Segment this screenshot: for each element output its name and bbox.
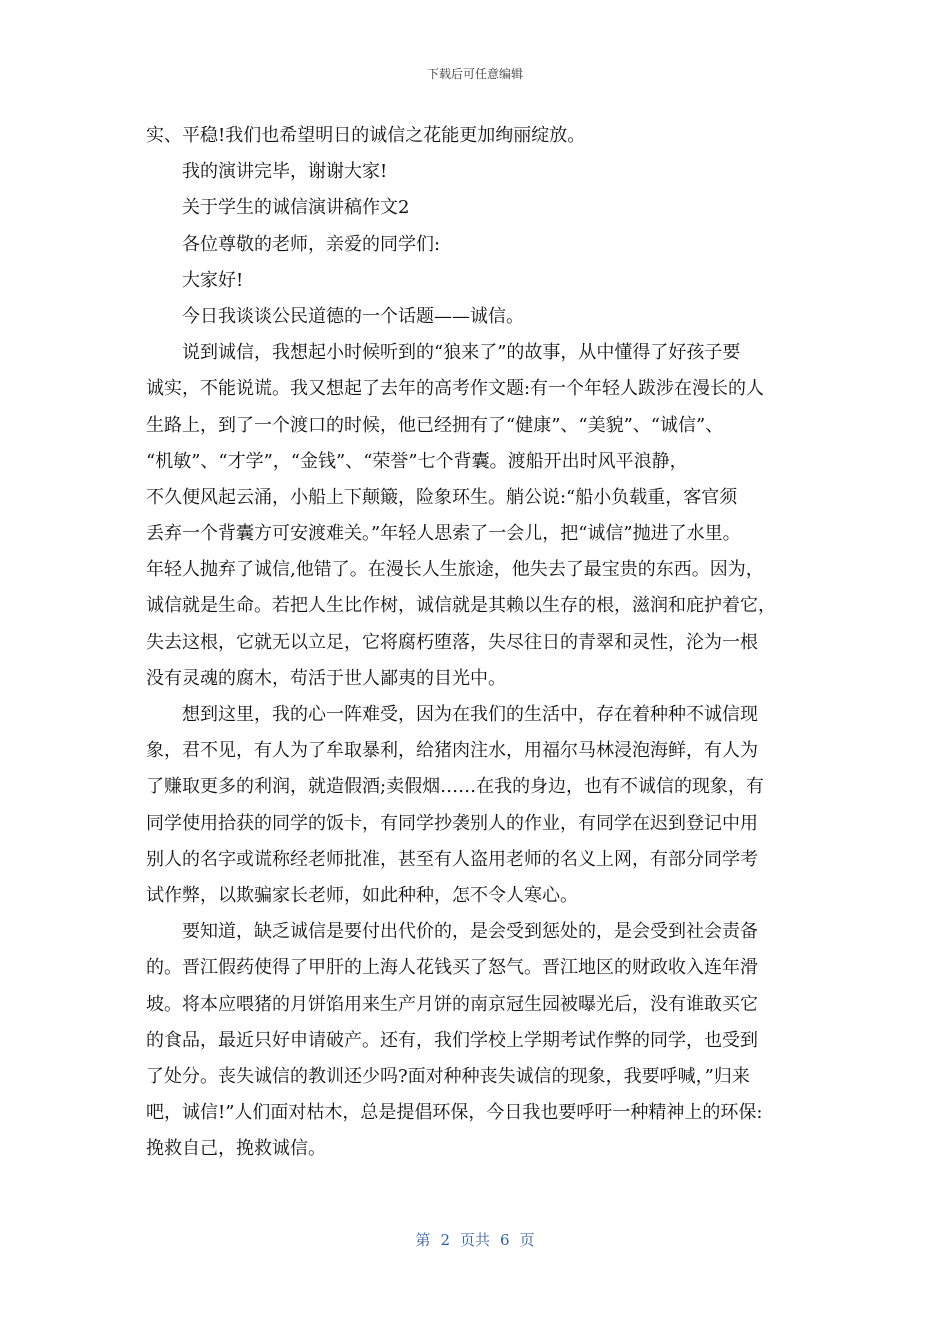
footer-page-number: 2 [440, 1231, 450, 1249]
footer-total-pages: 6 [500, 1231, 510, 1249]
text-line: 不久便风起云涌，小船上下颠簸，险象环生。艄公说:“船小负载重，客官须 [146, 486, 738, 508]
header-text: 下载后可任意编辑 [426, 67, 523, 81]
text-line: 坡。将本应喂猪的月饼馅用来生产月饼的南京冠生园被曝光后，没有谁敢买它 [146, 993, 758, 1015]
page-header [0, 66, 950, 82]
text-line: 了处分。丧失诚信的教训还少吗?面对种种丧失诚信的现象，我要呼喊，”归来 [146, 1065, 750, 1087]
text-line: 我的演讲完毕，谢谢大家! [182, 161, 388, 183]
text-line: 的。晋江假药使得了甲肝的上海人花钱买了怒气。晋江地区的财政收入连年滑 [146, 957, 758, 979]
text-line: 想到这里，我的心一阵难受，因为在我们的生活中，存在着种种不诚信现 [182, 704, 758, 725]
text-line: 要知道，缺乏诚信是要付出代价的，是会受到惩处的，是会受到社会责备 [182, 921, 758, 943]
text-line: 关于学生的诚信演讲稿作文2 [182, 197, 410, 219]
text-line: 丢弃一个背囊方可安渡难关。”年轻人思索了一会儿，把“诚信”抛进了水里。 [146, 523, 741, 545]
text-line: 诚实，不能说谎。我又想起了去年的高考作文题:有一个年轻人跋涉在漫长的人 [146, 378, 765, 400]
footer-prefix: 第 [415, 1231, 431, 1249]
text-line: 实、平稳!我们也希望明日的诚信之花能更加绚丽绽放。 [146, 125, 586, 146]
footer-middle: 页共 [459, 1231, 490, 1249]
text-line: 今日我谈谈公民道德的一个话题——诚信。 [182, 305, 524, 327]
text-line: 没有灵魂的腐木，苟活于世人鄙夷的目光中。 [146, 667, 506, 689]
text-line: “机敏”、“才学”，“金钱”、“荣誉”七个背囊。渡船开出时风平浪静， [146, 450, 688, 472]
text-line: 各位尊敬的老师，亲爱的同学们: [182, 233, 441, 255]
text-line: 吧，诚信!”人们面对枯木，总是提倡环保，今日我也要呼吁一种精神上的环保: [146, 1102, 763, 1124]
text-line: 别人的名字或谎称经老师批准，甚至有人盗用老师的名义上网，有部分同学考 [146, 848, 758, 870]
text-line: 大家好! [182, 269, 244, 291]
footer-suffix: 页 [519, 1231, 535, 1249]
text-line: 说到诚信，我想起小时候听到的“狼来了”的故事，从中懂得了好孩子要 [182, 342, 741, 364]
paragraph-lines [146, 118, 814, 1167]
text-line: 了赚取更多的利润，就造假酒;卖假烟……在我的身边，也有不诚信的现象，有 [146, 776, 765, 798]
page-footer [0, 1230, 950, 1250]
text-line: 失去这根，它就无以立足，它将腐朽堕落，失尽往日的青翠和灵性，沦为一根 [146, 631, 758, 653]
text-line: 诚信就是生命。若把人生比作树，诚信就是其赖以生存的根，滋润和庇护着它， [146, 595, 776, 617]
text-line: 的食品，最近只好申请破产。还有，我们学校上学期考试作弊的同学，也受到 [146, 1029, 758, 1051]
text-line: 象，君不见，有人为了牟取暴利，给猪肉注水，用福尔马林浸泡海鲜，有人为 [146, 740, 758, 762]
document-body [146, 118, 814, 1167]
text-line: 生路上，到了一个渡口的时候，他已经拥有了“健康”、“美貌”、“诚信”、 [146, 414, 724, 436]
text-line: 同学使用拾获的同学的饭卡，有同学抄袭别人的作业，有同学在迟到登记中用 [146, 812, 758, 834]
text-line: 试作弊，以欺骗家长老师，如此种种，怎不令人寒心。 [146, 884, 578, 906]
text-line: 挽救自己，挽救诚信。 [146, 1138, 326, 1160]
text-line: 年轻人抛弃了诚信,他错了。在漫长人生旅途，他失去了最宝贵的东西。因为， [146, 559, 764, 581]
